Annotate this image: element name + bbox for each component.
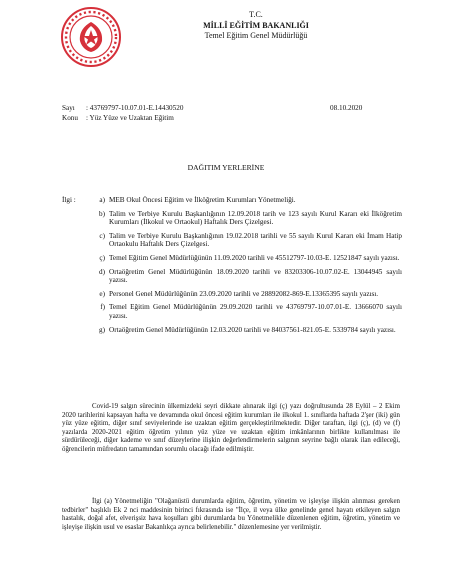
sayi-value: : 43769797-10.07.01-E.14430520 <box>86 104 184 112</box>
reference-letter: ç) <box>99 253 105 262</box>
document-title: DAĞITIM YERLERİNE <box>187 163 265 172</box>
meb-seal-icon <box>60 6 122 68</box>
konu-label: Konu <box>62 114 78 122</box>
sayi-label: Sayı <box>62 104 75 112</box>
reference-letter: e) <box>99 289 105 298</box>
reference-letter: g) <box>99 325 105 334</box>
reference-item <box>62 196 402 205</box>
reference-letter: a) <box>99 196 105 204</box>
reference-item <box>62 326 402 335</box>
ilgi-label: İlgi : <box>62 196 76 204</box>
reference-text: MEB Okul Öncesi Eğitim ve İlköğretim Kurumları Yönetmeliği. <box>109 196 296 204</box>
reference-text: Ortaöğretim Genel Müdürlüğünün 12.03.2020 tarihli ve 84037561-821.05-E. 5339784 sayılı yazısı. <box>109 325 396 334</box>
sayi-line <box>62 104 183 112</box>
reference-text: Talim ve Terbiye Kurulu Başkanlığının 12.09.2018 tarih ve 123 sayılı Kurul Kararı eki İlköğretim Kurumları (İlkokul ve Ortaokul) Haftalık Ders Çizelgesi. <box>109 209 402 227</box>
reference-list <box>62 196 402 339</box>
reference-text: Ortaöğretim Genel Müdürlüğünün 18.09.2020 tarihli ve 83203306-10.07.02-E. 13044945 sayılı yazısı. <box>109 267 402 285</box>
reference-text: Talim ve Terbiye Kurulu Başkanlığının 19.02.2018 tarihli ve 55 sayılı Kurul Kararı eki İmam Hatip Ortaokulu Haftalık Ders Çizelgesi. <box>109 231 402 249</box>
header-directorate: Temel Eğitim Genel Müdürlüğü <box>204 31 308 40</box>
konu-value: : Yüz Yüze ve Uzaktan Eğitim <box>86 114 174 122</box>
reference-text: Personel Genel Müdürlüğünün 23.09.2020 tarihli ve 28892082-869-E.13365395 sayılı yazısı. <box>109 289 379 298</box>
reference-item <box>62 232 402 249</box>
reference-item <box>62 290 402 299</box>
reference-item <box>62 210 402 227</box>
body-paragraph-2: İlgi (a) Yönetmeliğin "Olağanüstü durumlarda eğitim, öğretim, yönetim ve işleyişe ilişkin alınması gereken tedbirler" başlıklı Ek 2 nci maddesinin birinci fıkrasında ise "İlçe, il veya ülke genelinde genel hayatı etkileyen salgın hastalık, doğal afet, elverişsiz hava koşulları gibi durumlarda bu Yönetmelikle düzenlenen eğitim, öğretim, yönetim ve işleyişe ilişkin usul ve esaslar Bakanlıkça ayrıca belirlenebilir." düzenlemesine yer verilmiştir. <box>62 498 400 531</box>
reference-text: Temel Eğitim Genel Müdürlüğünün 29.09.2020 tarihli ve 43769797-10.07.01-E. 13666070 sayılı yazısı. <box>109 303 402 320</box>
reference-item <box>62 268 402 285</box>
header-country: T.C. <box>249 10 263 19</box>
reference-letter: b) <box>99 209 105 218</box>
reference-item <box>62 303 402 320</box>
document-date: 08.10.2020 <box>330 104 363 112</box>
reference-letter: d) <box>99 267 105 276</box>
reference-letter: c) <box>99 231 105 240</box>
reference-text: Temel Eğitim Genel Müdürlüğünün 11.09.2020 tarihli ve 45512797-10.03-E. 12521847 sayılı yazısı. <box>109 253 400 262</box>
reference-letter: f) <box>100 303 105 312</box>
header-ministry: MİLLÎ EĞİTİM BAKANLIĞI <box>203 20 309 30</box>
letterhead <box>140 10 372 42</box>
konu-line <box>62 114 174 122</box>
reference-item <box>62 254 402 263</box>
body-paragraph-1: Covid-19 salgın sürecinin ülkemizdeki seyri dikkate alınarak ilgi (ç) yazı doğrultusunda 28 Eylül – 2 Ekim 2020 tarihlerini kapsayan hafta ve devamında okul öncesi eğitim kurumları ile ilkokul 1. sınıflarda haftada 2'şer (iki) gün yüz yüze eğitim, diğer sınıf seviyelerinde ise uzaktan eğitim gerçekleştirilmektedir. Diğer taraftan, ilgi (ç), (d) ve (f) yazılarda 2020-2021 eğitim öğretim yılının yüz yüze ve uzaktan eğitim imkânlarının birlikte kullanılması ile sürdürüleceği, diğer kademe ve sınıf düzeylerine ilişkin değerlendirmelerin salgının seyrine bağlı olarak ilan edileceği, öğrencilerin müfredatın tamamından sorumlu olacağı ifade edilmiştir. <box>62 403 400 453</box>
